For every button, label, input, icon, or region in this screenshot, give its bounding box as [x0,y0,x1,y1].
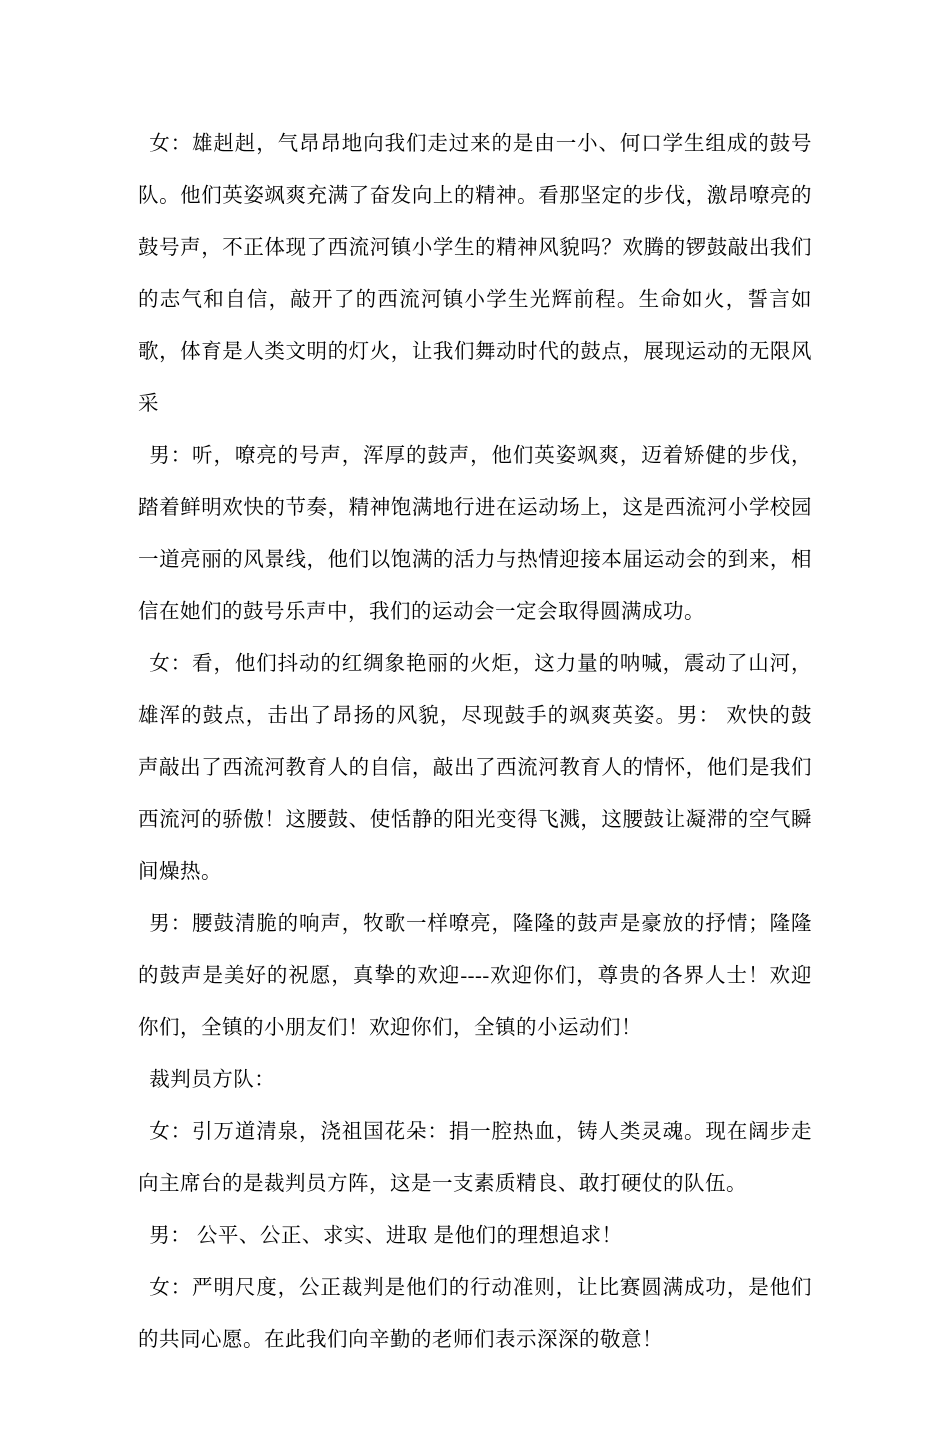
paragraph-female-drum-team: 女：雄赳赳，气昂昂地向我们走过来的是由一小、何口学生组成的鼓号队。他们英姿飒爽充满了奋发向上的精神。看那坚定的步伐，激昂嘹亮的鼓号声，不正体现了西流河镇小学生的精神风貌吗？欢腾的锣鼓敲出我们的志气和自信，敲开了的西流河镇小学生光辉前程。生命如火，誓言如歌，体育是人类文明的灯火，让我们舞动时代的鼓点，展现运动的无限风采 [138,133,812,415]
paragraph-male-drum-team: 男：听，嘹亮的号声，浑厚的鼓声，他们英姿飒爽，迈着矫健的步伐，踏着鲜明欢快的节奏，精神饱满地行进在运动场上，这是西流河小学校园一道亮丽的风景线，他们以饱满的活力与热情迎接本届运动会的到来，相信在她们的鼓号乐声中，我们的运动会一定会取得圆满成功。 [138,445,812,623]
paragraph-male-welcome: 男：腰鼓清脆的响声，牧歌一样嘹亮，隆隆的鼓声是豪放的抒情；隆隆的鼓声是美好的祝愿，真挚的欢迎----欢迎你们，尊贵的各界人士！欢迎你们，全镇的小朋友们！欢迎你们，全镇的小运动们！ [138,913,812,1039]
paragraph-female-red-silk: 女：看，他们抖动的红绸象艳丽的火炬，这力量的呐喊，震动了山河，雄浑的鼓点，击出了昂扬的风貌，尽现鼓手的飒爽英姿。男： 欢快的鼓声敲出了西流河教育人的自信，敲出了西流河教育人的情怀，他们是我们西流河的骄傲！这腰鼓、使恬静的阳光变得飞溅，这腰鼓让凝滞的空气瞬间燥热。 [138,653,812,883]
paragraph-female-referee-wish: 女：严明尺度，公正裁判是他们的行动准则，让比赛圆满成功，是他们的共同心愿。在此我们向辛勤的老师们表示深深的敬意！ [138,1277,812,1351]
paragraph-female-referee-intro: 女：引万道清泉，浇祖国花朵：捐一腔热血，铸人类灵魂。现在阔步走向主席台的是裁判员方阵，这是一支素质精良、敢打硬仗的队伍。 [138,1121,812,1195]
paragraph-referee-team-heading: 裁判员方队： [149,1069,276,1091]
paragraph-male-referee-ideal: 男： 公平、公正、求实、进取 是他们的理想追求！ [149,1225,623,1247]
